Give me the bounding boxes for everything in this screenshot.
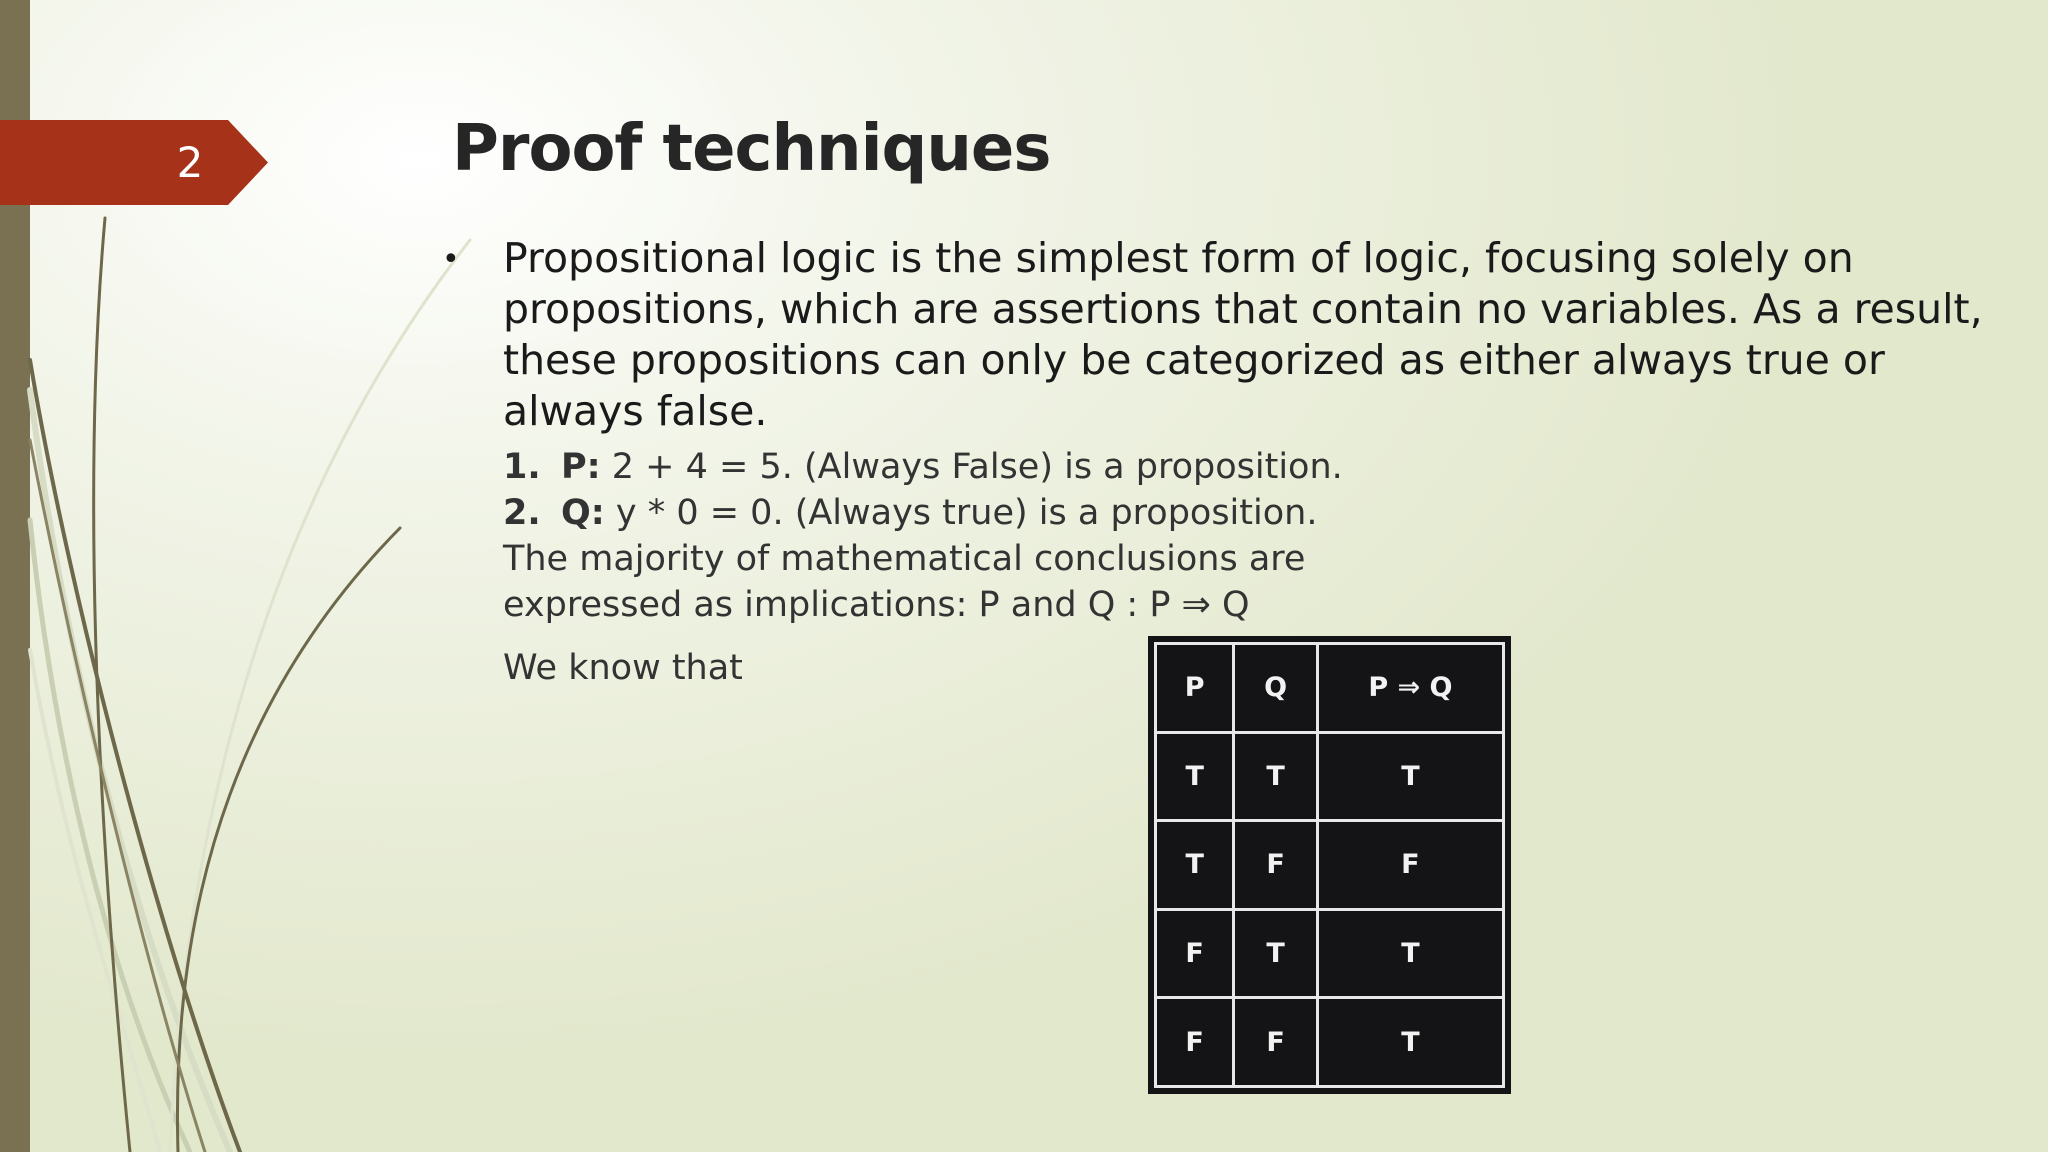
table-header-cell: Q (1234, 644, 1318, 733)
implication-text: The majority of mathematical conclusions are expressed as implications: P and Q : P ⇒ Q (503, 539, 1306, 625)
table-cell: F (1156, 909, 1234, 998)
bullet-icon: • (442, 242, 460, 277)
table-cell: T (1156, 821, 1234, 910)
table-row (1156, 732, 1504, 821)
table-row (1156, 998, 1504, 1087)
table-cell: T (1234, 909, 1318, 998)
table-cell: F (1156, 998, 1234, 1087)
table-cell: T (1317, 909, 1503, 998)
example-item (503, 490, 1317, 536)
example-number: 1. (503, 447, 541, 487)
slide-title: Proof techniques (452, 112, 1051, 186)
table-cell: F (1234, 821, 1318, 910)
table-cell: T (1317, 732, 1503, 821)
table-cell: T (1234, 732, 1318, 821)
example-text: 2 + 4 = 5. (Always False) is a proposition. (600, 447, 1343, 487)
table-header-cell: P ⇒ Q (1317, 644, 1503, 733)
truth-table (1154, 642, 1505, 1088)
table-header-cell: P (1156, 644, 1234, 733)
table-cell: T (1156, 732, 1234, 821)
intro-paragraph: Propositional logic is the simplest form of logic, focusing solely on propositions, which are assertions that contain no variables. As a result, these propositions can only be categorized as either always true or always false. (503, 234, 1983, 435)
table-row (1156, 821, 1504, 910)
table-cell: F (1317, 821, 1503, 910)
example-variable: Q: (561, 493, 605, 533)
example-variable: P: (561, 447, 601, 487)
example-text: y * 0 = 0. (Always true) is a proposition. (604, 493, 1318, 533)
slide-number: 2 (176, 138, 204, 187)
table-cell: F (1234, 998, 1318, 1087)
we-know-that-text: We know that (503, 648, 743, 688)
table-row (1156, 909, 1504, 998)
truth-table-image (1148, 636, 1511, 1094)
example-item (503, 444, 1343, 490)
example-number: 2. (503, 493, 541, 533)
table-cell: T (1317, 998, 1503, 1087)
table-header-row (1156, 644, 1504, 733)
